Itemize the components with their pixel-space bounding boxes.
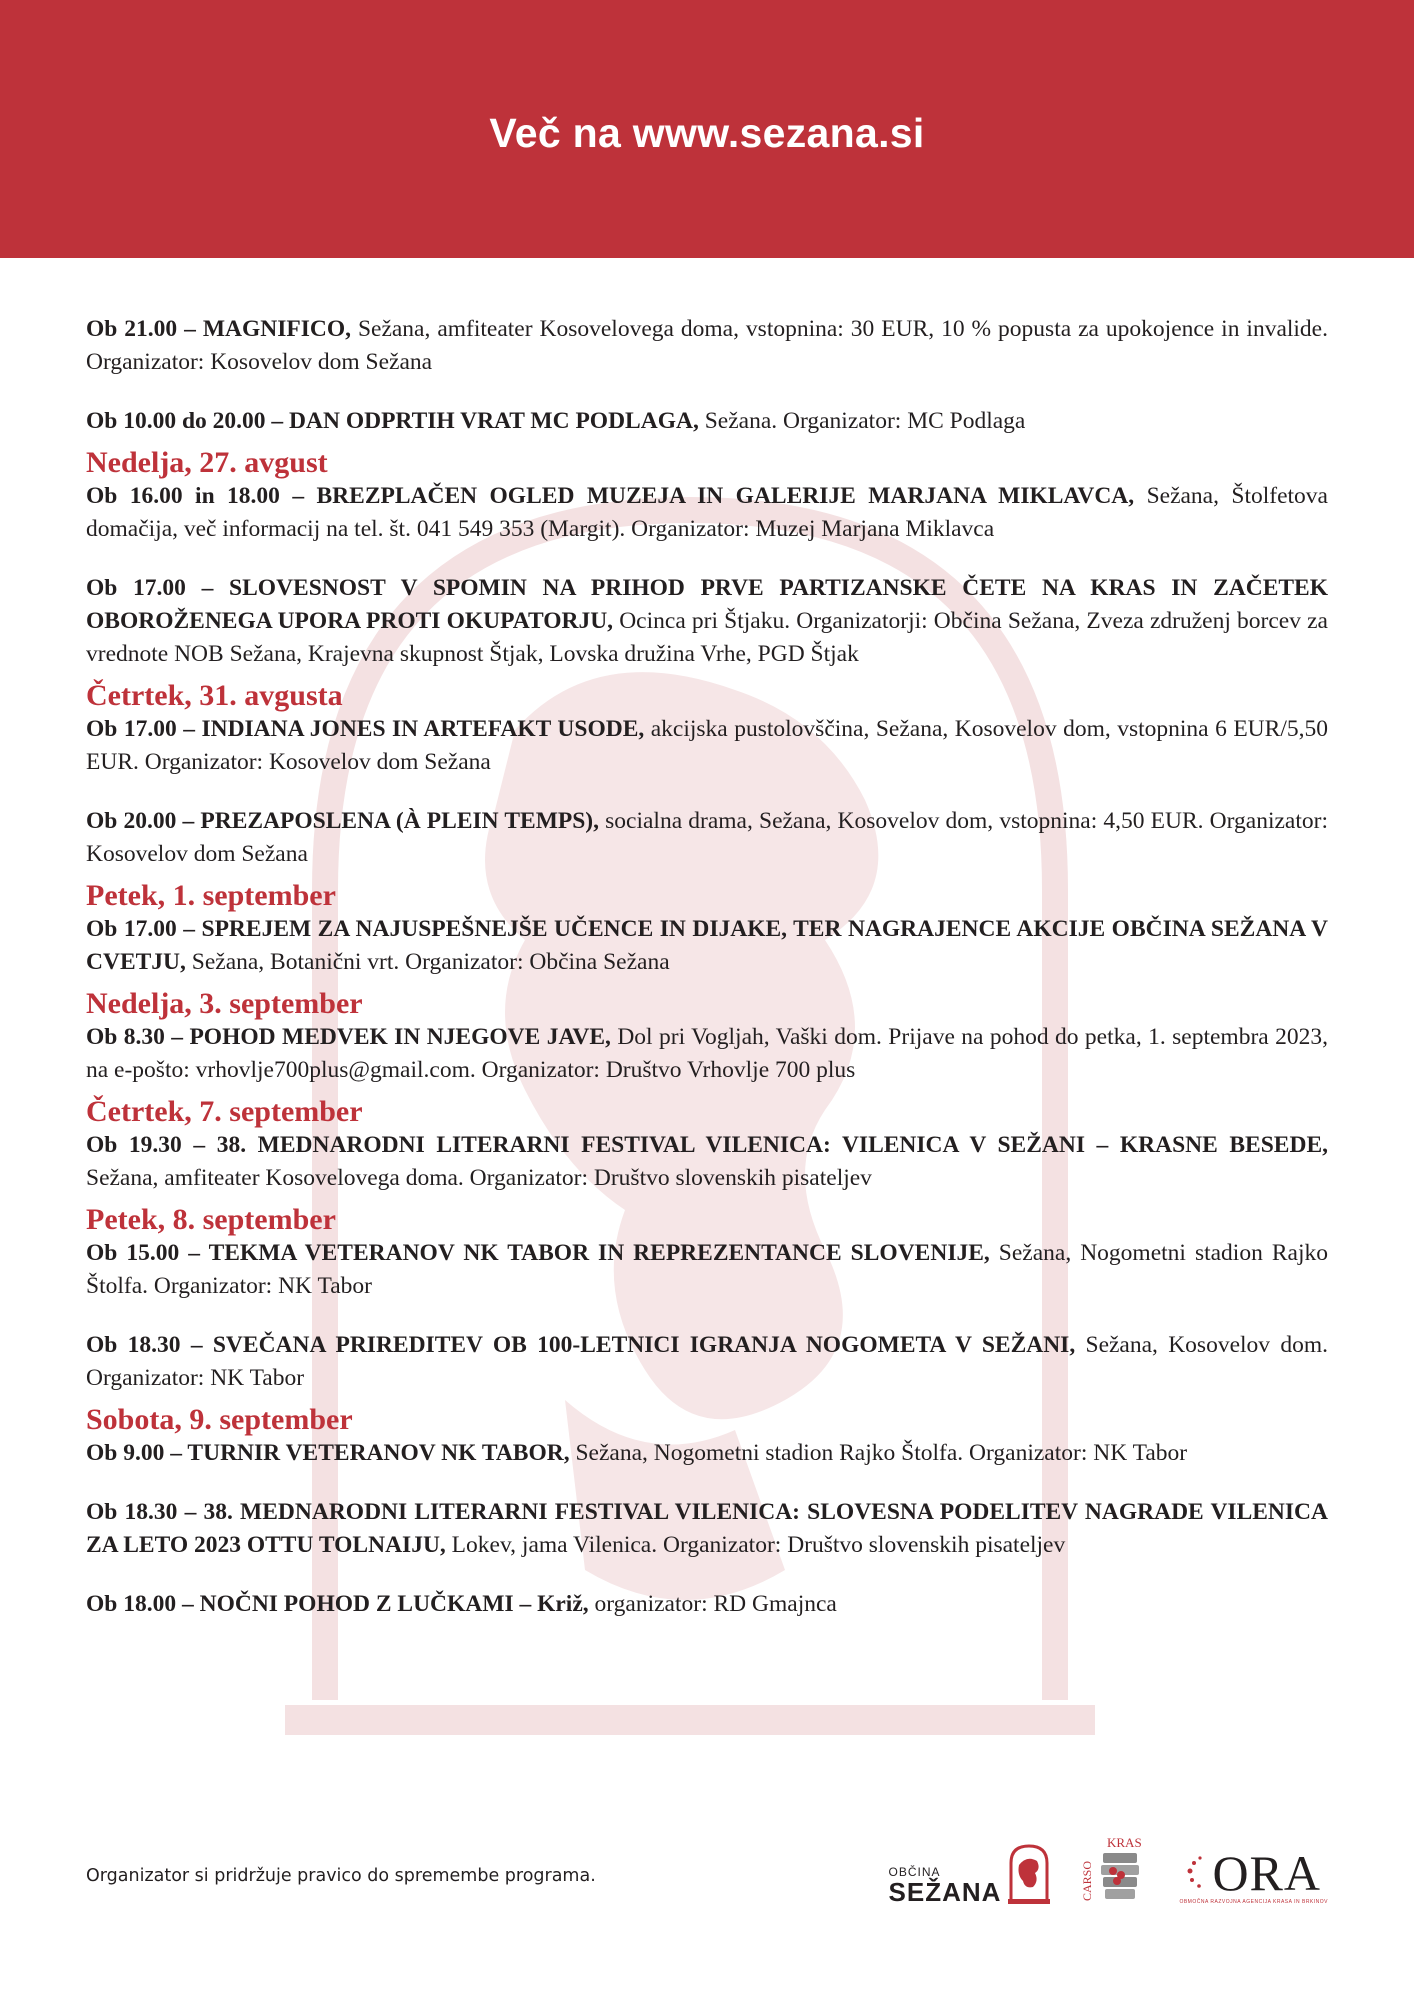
- logo-kras-side: CARSO: [1080, 1860, 1095, 1901]
- event-details: Sežana, Štolfetova domačija, več informacij na tel. št. 041 549 353 (Margit). Organizator: Muzej Marjana Miklavca: [86, 483, 1328, 542]
- logo-sezana-small: OBČINA: [888, 1865, 941, 1879]
- ora-logo[interactable]: [1179, 1845, 1328, 1905]
- spacer: [86, 438, 1328, 446]
- event-entry: [86, 313, 1328, 379]
- logo-kras-top: KRAS: [1107, 1835, 1143, 1850]
- event-details: organizator: RD Gmajnca: [588, 1591, 837, 1617]
- event-title: Ob 8.30 – POHOD MEDVEK IN NJEGOVE JAVE,: [86, 1024, 611, 1050]
- spacer: [86, 1470, 1328, 1496]
- spacer: [86, 671, 1328, 679]
- event-title: Ob 10.00 do 20.00 – DAN ODPRTIH VRAT MC PODLAGA,: [86, 408, 699, 434]
- obcina-sezana-logo[interactable]: [889, 1843, 1052, 1905]
- event-title: Ob 17.00 – SPREJEM ZA NAJUSPEŠNEJŠE UČENCE IN DIJAKE, TER NAGRAJENCE AKCIJE OBČINA SEŽANA V CVETJU,: [86, 916, 1328, 975]
- event-entry: [86, 480, 1328, 546]
- event-title: Ob 18.30 – 38. MEDNARODNI LITERARNI FESTIVAL VILENICA: SLOVESNA PODELITEV NAGRADE VILENICA ZA LETO 2023 OTTU TOLNAIJU,: [86, 1499, 1328, 1558]
- event-details: Sežana, Nogometni stadion Rajko Štolfa. Organizator: NK Tabor: [569, 1440, 1188, 1466]
- day-heading: Četrtek, 7. september: [86, 1095, 363, 1128]
- footer-logos: [889, 1835, 1328, 1905]
- event-details: Sežana, Botanični vrt. Organizator: Občina Sežana: [185, 949, 670, 975]
- event-title: Ob 9.00 – TURNIR VETERANOV NK TABOR,: [86, 1440, 570, 1466]
- event-title: Ob 17.00 – INDIANA JONES IN ARTEFAKT USODE,: [86, 716, 645, 742]
- event-entry: [86, 1021, 1328, 1087]
- event-details: socialna drama, Sežana, Kosovelov dom, vstopnina: 4,50 EUR. Organizator: Kosovelov dom Sežana: [86, 808, 1328, 867]
- header-title[interactable]: Več na www.sezana.si: [489, 109, 925, 156]
- spacer: [86, 546, 1328, 572]
- event-entry: [86, 1129, 1328, 1195]
- event-details: Sežana, amfiteater Kosovelovega doma, vstopnina: 30 EUR, 10 % popusta za upokojence in invalide. Organizator: Kosovelov dom Sežana: [86, 316, 1328, 375]
- ora-swirl-icon: [1186, 1853, 1212, 1893]
- event-details: Sežana, Nogometni stadion Rajko Štolfa. Organizator: NK Tabor: [86, 1240, 1328, 1299]
- event-entry: [86, 713, 1328, 779]
- event-entry: [86, 1237, 1328, 1303]
- event-entry: [86, 1329, 1328, 1395]
- event-program: [86, 313, 1328, 1621]
- kras-grapes-icon: [1079, 1835, 1151, 1905]
- event-entry: [86, 572, 1328, 671]
- spacer: [86, 979, 1328, 987]
- day-heading: Četrtek, 31. avgusta: [86, 679, 343, 712]
- event-entry: [86, 805, 1328, 871]
- spacer: [86, 1087, 1328, 1095]
- footer-note: Organizator si pridržuje pravico do spremembe programa.: [86, 1866, 596, 1886]
- event-title: Ob 21.00 – MAGNIFICO,: [86, 316, 351, 342]
- event-title: Ob 19.30 – 38. MEDNARODNI LITERARNI FESTIVAL VILENICA: VILENICA V SEŽANI – KRASNE BESEDE,: [86, 1132, 1328, 1158]
- event-title: Ob 20.00 – PREZAPOSLENA (À PLEIN TEMPS),: [86, 808, 599, 834]
- event-entry: [86, 1588, 1328, 1621]
- spacer: [86, 379, 1328, 405]
- event-entry: [86, 913, 1328, 979]
- event-entry: [86, 405, 1328, 438]
- logo-sezana-big: SEŽANA: [888, 1877, 1002, 1907]
- logo-ora-word: ORA: [1212, 1845, 1322, 1901]
- day-heading: Sobota, 9. september: [86, 1403, 353, 1436]
- spacer: [86, 1303, 1328, 1329]
- event-details: Ocinca pri Štjaku. Organizatorji: Občina Sežana, Zveza združenj borcev za vrednote NOB Sežana, Krajevna skupnost Štjak, Lovska družina Vrhe, PGD Štjak: [86, 608, 1328, 667]
- event-details: Sežana, Kosovelov dom. Organizator: NK Tabor: [86, 1332, 1328, 1391]
- spacer: [86, 779, 1328, 805]
- event-details: Sežana, amfiteater Kosovelovega doma. Organizator: Društvo slovenskih pisateljev: [86, 1165, 872, 1191]
- day-heading: Petek, 1. september: [86, 879, 336, 912]
- sezana-crest-icon: [1007, 1843, 1051, 1905]
- event-title: Ob 18.30 – SVEČANA PRIREDITEV OB 100-LETNICI IGRANJA NOGOMETA V SEŽANI,: [86, 1332, 1076, 1358]
- event-entry: [86, 1496, 1328, 1562]
- spacer: [86, 871, 1328, 879]
- header-banner: [0, 0, 1414, 258]
- event-title: Ob 18.00 – NOČNI POHOD Z LUČKAMI – Križ,: [86, 1591, 589, 1617]
- logo-ora-sub: OBMOČNA RAZVOJNA AGENCIJA KRASA IN BRKINOV: [1179, 1899, 1328, 1905]
- event-entry: [86, 1437, 1328, 1470]
- kras-carso-logo[interactable]: [1079, 1835, 1151, 1905]
- spacer: [86, 1195, 1328, 1203]
- event-title: Ob 16.00 in 18.00 – BREZPLAČEN OGLED MUZEJA IN GALERIJE MARJANA MIKLAVCA,: [86, 483, 1135, 509]
- event-details: Dol pri Vogljah, Vaški dom. Prijave na pohod do petka, 1. septembra 2023, na e-pošto: vrhovlje700plus@gmail.com. Organizator: Društvo Vrhovlje 700 plus: [86, 1024, 1328, 1083]
- event-details: Sežana. Organizator: MC Podlaga: [698, 408, 1026, 434]
- event-details: Lokev, jama Vilenica. Organizator: Društvo slovenskih pisateljev: [445, 1532, 1066, 1558]
- event-details: akcijska pustolovščina, Sežana, Kosovelov dom, vstopnina 6 EUR/5,50 EUR. Organizator: Kosovelov dom Sežana: [86, 716, 1328, 775]
- event-title: Ob 17.00 – SLOVESNOST V SPOMIN NA PRIHOD PRVE PARTIZANSKE ČETE NA KRAS IN ZAČETEK OBOROŽENEGA UPORA PROTI OKUPATORJU,: [86, 575, 1328, 634]
- event-title: Ob 15.00 – TEKMA VETERANOV NK TABOR IN REPREZENTANCE SLOVENIJE,: [86, 1240, 990, 1266]
- day-heading: Nedelja, 3. september: [86, 987, 363, 1020]
- day-heading: Nedelja, 27. avgust: [86, 446, 328, 479]
- day-heading: Petek, 8. september: [86, 1203, 336, 1236]
- spacer: [86, 1562, 1328, 1588]
- spacer: [86, 1395, 1328, 1403]
